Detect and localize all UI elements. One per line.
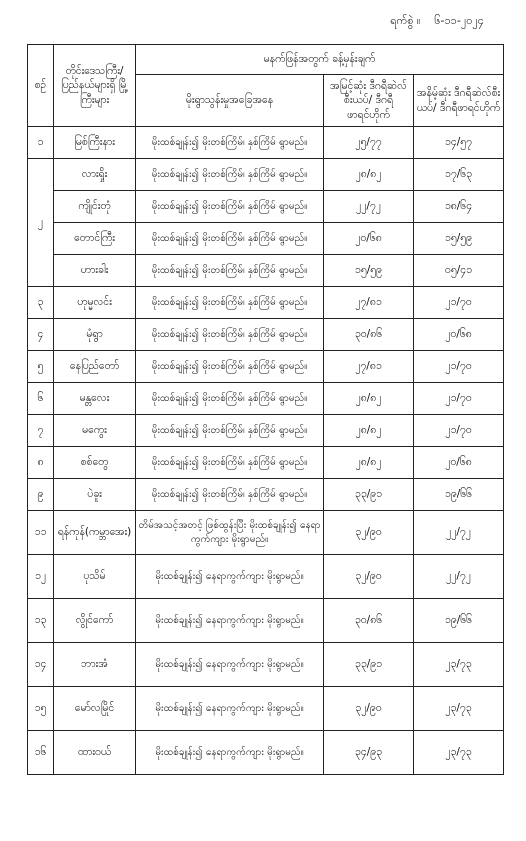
table-row (28, 159, 504, 191)
cell-max-temp: ၃၀/၈၆ (324, 599, 414, 643)
cell-condition: တိမ်အသင့်အတင့် ဖြစ်ထွန်းပြီး မိုးထစ်ချုန်း၍ နေရာကွက်ကျား မိုးရွာမည်။ (136, 511, 324, 555)
cell-serial: ၉ (28, 479, 54, 511)
cell-city: ပဲခူး (54, 479, 136, 511)
cell-min-temp: ၂၃/၇၃ (414, 643, 504, 687)
cell-serial: ၇ (28, 415, 54, 447)
cell-serial: ၁၄ (28, 643, 54, 687)
cell-serial: ၁၁ (28, 511, 54, 555)
cell-min-temp: ၂၁/၇၀ (414, 383, 504, 415)
cell-city: ဘားအံ (54, 643, 136, 687)
table-row (28, 223, 504, 255)
cell-serial: ၁၆ (28, 731, 54, 775)
cell-city: မကွေး (54, 415, 136, 447)
table-row (28, 191, 504, 223)
cell-max-temp: ၂၀/၆၈ (324, 223, 414, 255)
cell-city: လွိုင်ကော် (54, 599, 136, 643)
cell-serial: ၅ (28, 351, 54, 383)
header-city: တိုင်းဒေသကြီး/ ပြည်နယ်များရှိ မြို့ကြီးများ (54, 45, 136, 127)
cell-max-temp: ၂၈/၈၂ (324, 447, 414, 479)
cell-max-temp: ၂၂/၇၂ (324, 191, 414, 223)
cell-min-temp: ၂၀/၆၈ (414, 319, 504, 351)
cell-condition: မိုးထစ်ချုန်း၍ နေရာကွက်ကျား မိုးရွာမည်။ (136, 599, 324, 643)
cell-city: စစ်တွေ (54, 447, 136, 479)
cell-condition: မိုးထစ်ချုန်း၍ နေရာကွက်ကျား မိုးရွာမည်။ (136, 687, 324, 731)
cell-max-temp: ၂၇/၈၁ (324, 287, 414, 319)
table-row (28, 687, 504, 731)
cell-max-temp: ၁၅/၅၉ (324, 255, 414, 287)
cell-max-temp: ၃၃/၉၁ (324, 479, 414, 511)
cell-serial: ၁၂ (28, 555, 54, 599)
cell-min-temp: ၂၁/၇၀ (414, 351, 504, 383)
cell-max-temp: ၂၈/၈၂ (324, 159, 414, 191)
cell-min-temp: ၂၁/၇၀ (414, 287, 504, 319)
table-row (28, 555, 504, 599)
table-row (28, 479, 504, 511)
cell-min-temp: ၂၁/၇၀ (414, 415, 504, 447)
table-row (28, 643, 504, 687)
cell-min-temp: ၁၄/၅၇ (414, 127, 504, 159)
cell-condition: မိုးထစ်ချုန်း၍ မိုးတစ်ကြိမ်၊ နှစ်ကြိမ် ရွာမည်။ (136, 159, 324, 191)
cell-min-temp: ၂၂/၇၂ (414, 555, 504, 599)
cell-city: တောင်ကြီး (54, 223, 136, 255)
cell-max-temp: ၃၂/၉၀ (324, 511, 414, 555)
header-serial: စဉ် (28, 45, 54, 127)
cell-condition: မိုးထစ်ချုန်း၍ နေရာကွက်ကျား မိုးရွာမည်။ (136, 643, 324, 687)
cell-max-temp: ၂၈/၈၂ (324, 415, 414, 447)
cell-city: ကျိုင်းတုံ (54, 191, 136, 223)
table-row (28, 415, 504, 447)
cell-city: ရန်ကုန်(ကမ္ဘာအေး) (54, 511, 136, 555)
cell-city: မုံရွာ (54, 319, 136, 351)
cell-condition: မိုးထစ်ချုန်း၍ နေရာကွက်ကျား မိုးရွာမည်။ (136, 555, 324, 599)
cell-condition: မိုးထစ်ချုန်း၍ မိုးတစ်ကြိမ်၊ နှစ်ကြိမ် ရွာမည်။ (136, 191, 324, 223)
cell-condition: မိုးထစ်ချုန်း၍ မိုးတစ်ကြိမ်၊ နှစ်ကြိမ် ရွာမည်။ (136, 383, 324, 415)
header-condition: မိုးရွာသွန်းမှုအခြေအနေ (136, 75, 324, 127)
table-row (28, 287, 504, 319)
table-row (28, 255, 504, 287)
cell-min-temp: ၁၇/၆၃ (414, 159, 504, 191)
cell-max-temp: ၃၄/၉၃ (324, 731, 414, 775)
cell-min-temp: ၁၈/၆၄ (414, 191, 504, 223)
cell-max-temp: ၃၃/၉၁ (324, 643, 414, 687)
table-row (28, 127, 504, 159)
cell-condition: မိုးထစ်ချုန်း၍ မိုးတစ်ကြိမ်၊ နှစ်ကြိမ် ရွာမည်။ (136, 415, 324, 447)
cell-city: ဟုမ္မလင်း (54, 287, 136, 319)
cell-city: နေပြည်တော် (54, 351, 136, 383)
cell-max-temp: ၃၂/၉၀ (324, 555, 414, 599)
cell-condition: မိုးထစ်ချုန်း၍ မိုးတစ်ကြိမ်၊ နှစ်ကြိမ် ရွာမည်။ (136, 127, 324, 159)
cell-min-temp: ၀၅/၄၁ (414, 255, 504, 287)
cell-max-temp: ၃၂/၉၀ (324, 687, 414, 731)
cell-serial: ၂ (28, 159, 54, 287)
cell-condition: မိုးထစ်ချုန်း၍ မိုးတစ်ကြိမ်၊ နှစ်ကြိမ် ရွာမည်။ (136, 479, 324, 511)
cell-min-temp: ၂၀/၆၈ (414, 447, 504, 479)
cell-min-temp: ၁၉/၆၆ (414, 479, 504, 511)
table-row (28, 351, 504, 383)
cell-serial: ၁၅ (28, 687, 54, 731)
cell-city: မန္တလေး (54, 383, 136, 415)
cell-min-temp: ၂၃/၇၃ (414, 687, 504, 731)
cell-condition: မိုးထစ်ချုန်း၍ မိုးတစ်ကြိမ်၊ နှစ်ကြိမ် ရွာမည်။ (136, 223, 324, 255)
forecast-table (27, 44, 504, 775)
cell-condition: မိုးထစ်ချုန်း၍ မိုးတစ်ကြိမ်၊ နှစ်ကြိမ် ရွာမည်။ (136, 287, 324, 319)
cell-min-temp: ၂၃/၇၃ (414, 731, 504, 775)
cell-city: မြစ်ကြီးနား (54, 127, 136, 159)
cell-min-temp: ၁၉/၆၆ (414, 599, 504, 643)
cell-condition: မိုးထစ်ချုန်း၍ မိုးတစ်ကြိမ်၊ နှစ်ကြိမ် ရွာမည်။ (136, 255, 324, 287)
cell-serial: ၁ (28, 127, 54, 159)
header-forecast-group: မနက်ဖြန်အတွက် ခန့်မှန်းချက် (136, 45, 504, 75)
cell-serial: ၁၃ (28, 599, 54, 643)
cell-city: မော်လမြိုင် (54, 687, 136, 731)
date-value: ၆-၁၁-၂၀၂၄ (434, 14, 484, 27)
header-max-temp: အမြင့်ဆုံး ဒီဂရီဆဲလ်စီးယပ်/ ဒီဂရီဖာရင်ဟိုက် (324, 75, 414, 127)
cell-max-temp: ၂၈/၈၂ (324, 383, 414, 415)
table-row (28, 599, 504, 643)
cell-condition: မိုးထစ်ချုန်း၍ မိုးတစ်ကြိမ်၊ နှစ်ကြိမ် ရွာမည်။ (136, 351, 324, 383)
cell-city: ထားဝယ် (54, 731, 136, 775)
cell-condition: မိုးထစ်ချုန်း၍ မိုးတစ်ကြိမ်၊ နှစ်ကြိမ် ရွာမည်။ (136, 319, 324, 351)
cell-city: ဟားခါး (54, 255, 136, 287)
cell-serial: ၃ (28, 287, 54, 319)
cell-max-temp: ၃၀/၈၆ (324, 319, 414, 351)
header-min-temp: အနိမ့်ဆုံး ဒီဂရီဆဲလ်စီးယပ်/ ဒီဂရီဖာရင်ဟိုက် (414, 75, 504, 127)
date-label: ရက်စွဲ ။ (390, 14, 421, 27)
cell-serial: ၈ (28, 447, 54, 479)
date-line (376, 14, 484, 30)
cell-condition: မိုးထစ်ချုန်း၍ မိုးတစ်ကြိမ်၊ နှစ်ကြိမ် ရွာမည်။ (136, 447, 324, 479)
cell-serial: ၆ (28, 383, 54, 415)
table-row (28, 731, 504, 775)
cell-max-temp: ၂၇/၈၁ (324, 351, 414, 383)
cell-condition: မိုးထစ်ချုန်း၍ နေရာကွက်ကျား မိုးရွာမည်။ (136, 731, 324, 775)
table-row (28, 511, 504, 555)
cell-city: ပုသိမ် (54, 555, 136, 599)
cell-city: လားရှိုး (54, 159, 136, 191)
cell-serial: ၄ (28, 319, 54, 351)
table-row (28, 319, 504, 351)
table-row (28, 447, 504, 479)
cell-max-temp: ၂၅/၇၇ (324, 127, 414, 159)
cell-min-temp: ၁၅/၅၉ (414, 223, 504, 255)
table-row (28, 383, 504, 415)
cell-min-temp: ၂၂/၇၂ (414, 511, 504, 555)
